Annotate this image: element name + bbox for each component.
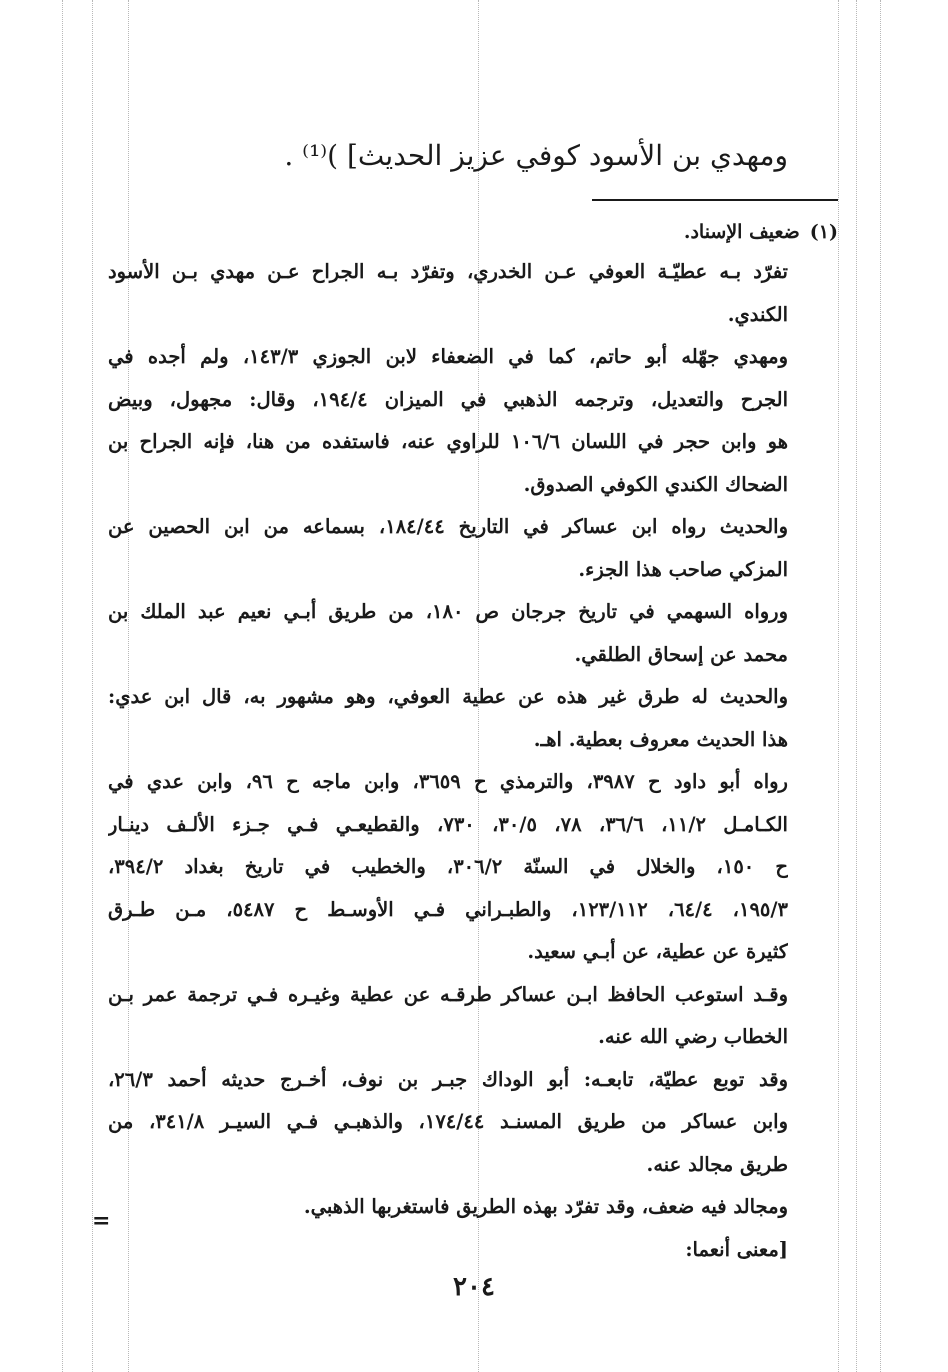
page-number: ٢٠٤	[453, 1272, 495, 1302]
footnote-line: رواه أبو داود ح ٣٩٨٧، والترمذي ح ٣٦٥٩، وابن ماجه ح ٩٦، وابن عدي في	[108, 770, 788, 793]
footnote-line: والحديث رواه ابن عساكر في التاريخ ١٨٤/٤٤، بسماعه من ابن الحصين عن	[108, 515, 788, 538]
scan-dotted-line	[856, 0, 857, 1372]
scan-dotted-line	[838, 0, 839, 1372]
footnote-line: والحديث له طرق غير هذه عن عطية العوفي، وهو مشهور به، قال ابن عدي:	[108, 685, 788, 708]
footnote-line: الكندي.	[727, 302, 788, 326]
footnote-line: محمد عن إسحاق الطلقي.	[574, 642, 788, 666]
footnote-line: وقد توبع عطيّة، تابعـه: أبو الوداك جبـر بن نوف، أخـرج حديثه أحمد ٢٦/٣،	[108, 1067, 788, 1091]
footnote-line: ورواه السهمي في تاريخ جرجان ص ١٨٠، من طريق أبـي نعيم عبد الملك بن	[108, 600, 788, 623]
footnote-line: وابن عساكر من طريق المسنـد ١٧٤/٤٤، والذهبـي فـي السيـر ٣٤١/٨، من	[108, 1110, 788, 1133]
footnote-number: (١)	[809, 221, 838, 243]
footnote-line: ح ١٥٠، والخلال في السنّة ٣٠٦/٢، والخطيب في تاريخ بغداد ٣٩٤/٢،	[108, 855, 788, 878]
footnote-heading: ضعيف الإسناد.	[683, 221, 800, 243]
footnote-line: ومهدي جهّله أبو حاتم، كما في الضعفاء لابن الجوزي ١٤٣/٣، ولم أجده في	[108, 345, 788, 368]
footnote-line: المزكي صاحب هذا الجزء.	[578, 557, 788, 581]
scan-dotted-line	[62, 0, 63, 1372]
footnote-line: طريق مجالد عنه.	[646, 1152, 788, 1176]
footnote-line: [معنى أنعما:	[685, 1237, 788, 1261]
footnote-heading-line	[118, 212, 838, 252]
footnote-line: ١٩٥/٣، ٦٤/٤، ١٢٣/١١٢، والطبـراني فـي الأوسـط ح ٥٤٨٧، مـن طـرق	[108, 897, 788, 921]
footnote-line: تفرّد بـه عطيّـة العوفي عـن الخدري، وتفرّد بـه الجراح عـن مهدي بـن الأسود	[108, 260, 788, 283]
footnote-line: وقـد استوعب الحافظ ابـن عساكر طرقـه عن عطية وغيـره فـي ترجمة عمر بـن	[108, 982, 788, 1006]
footnote-separator	[592, 199, 838, 201]
footnote-line: الجرح والتعديل، وترجمه الذهبي في الميزان ١٩٤/٤، وقال: مجهول، وبيض	[108, 387, 788, 411]
footnote-line: كثيرة عن عطية، عن أبـي سعيد.	[527, 940, 788, 963]
footnote-line: ومجالد فيه ضعف، وقد تفرّد بهذه الطريق فاستغربها الذهبي.	[303, 1195, 788, 1218]
main-text-line: ومهدي بن الأسود كوفي عزيز الحديث] )⁽¹⁾ .	[284, 139, 788, 172]
footnote-line: هذا الحديث معروف بعطية. اهـ.	[533, 727, 788, 751]
footnote-line: هو وابن حجر في اللسان ١٠٦/٦ للراوي عنه، فاستفده من هنا، فإنه الجراح بن	[108, 430, 788, 453]
footnote-line: الكـامـل ١١/٢، ٣٦/٦، ٧٨، ٣٠/٥، ٧٣٠، والقطيعـي فـي جـزء الألـف دينـار	[108, 812, 788, 836]
scan-dotted-line	[880, 0, 881, 1372]
margin-mark: =	[92, 1208, 111, 1234]
footnote-body	[108, 251, 788, 1271]
scan-dotted-line	[92, 0, 93, 1372]
footnote-line: الخطاب رضي الله عنه.	[598, 1025, 788, 1048]
footnote-line: الضحاك الكندي الكوفي الصدوق.	[523, 472, 788, 496]
